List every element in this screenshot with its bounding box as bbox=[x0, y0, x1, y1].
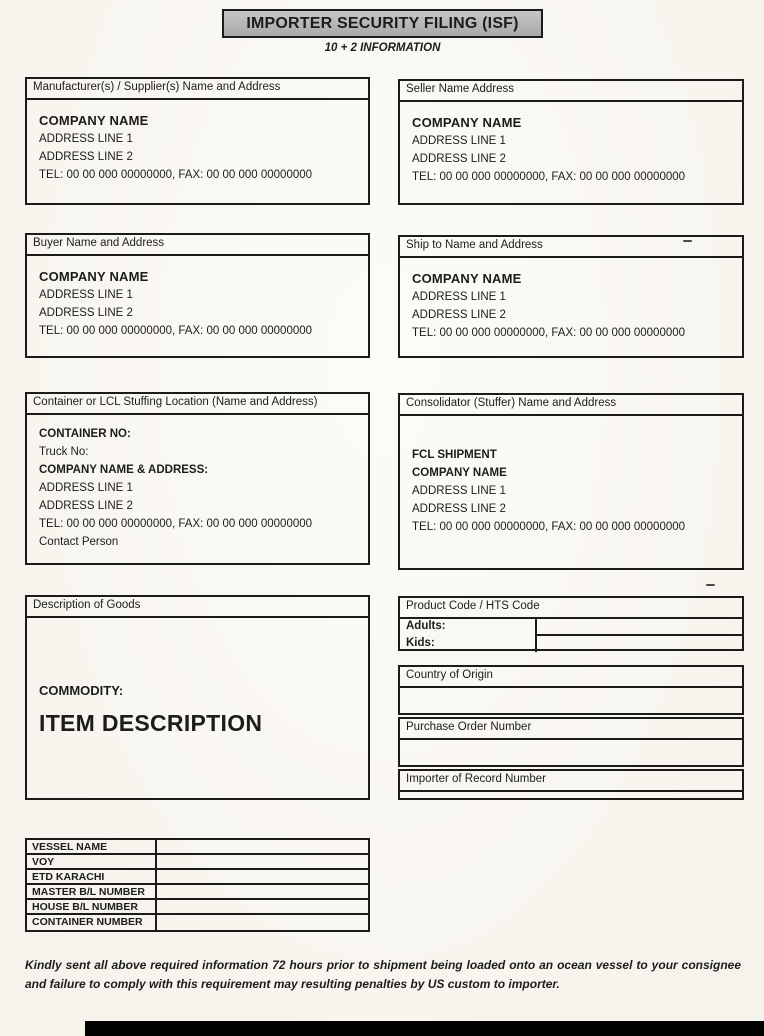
container-number-value bbox=[157, 915, 368, 930]
manufacturer-tel-fax: TEL: 00 00 000 00000000, FAX: 00 00 000 00000000 bbox=[39, 169, 313, 181]
footer-instruction-note: Kindly sent all above required information 72 hours prior to shipment being loaded onto an ocean vessel to your consignee and failure to comply with this requirement may resulting penalties by US custom to importer. bbox=[25, 958, 741, 991]
consolidator-shipment-type: FCL SHIPMENT bbox=[412, 449, 497, 461]
section-stuffing-location-content bbox=[27, 415, 368, 551]
etd-karachi-label: ETD KARACHI bbox=[27, 870, 157, 883]
section-ship-to-content bbox=[400, 258, 742, 342]
section-description-of-goods-label: Description of Goods bbox=[27, 597, 368, 618]
section-description-of-goods-content bbox=[27, 618, 368, 736]
stuffing-company-name: COMPANY NAME & ADDRESS: bbox=[39, 464, 209, 476]
hts-kids-value bbox=[537, 636, 742, 653]
section-ship-to bbox=[398, 235, 744, 358]
stuffing-tel-fax: TEL: 00 00 000 00000000, FAX: 00 00 000 00000000 bbox=[39, 518, 313, 530]
table-row bbox=[27, 855, 368, 870]
section-buyer bbox=[25, 233, 370, 358]
table-row bbox=[27, 885, 368, 900]
document-subtitle: 10 + 2 INFORMATION bbox=[324, 42, 441, 54]
section-importer-of-record-label: Importer of Record Number bbox=[400, 771, 742, 792]
consolidator-company-name: COMPANY NAME bbox=[412, 467, 507, 479]
stuffing-contact-person: Contact Person bbox=[39, 536, 119, 548]
section-country-of-origin-label: Country of Origin bbox=[400, 667, 742, 688]
section-seller bbox=[398, 79, 744, 205]
master-bl-number-value bbox=[157, 885, 368, 898]
hts-row-kids bbox=[400, 636, 742, 653]
ship-to-company-name: COMPANY NAME bbox=[412, 271, 522, 286]
ship-to-address-line-1: ADDRESS LINE 1 bbox=[412, 291, 506, 303]
scan-artifact bbox=[706, 584, 715, 586]
table-row bbox=[27, 870, 368, 885]
manufacturer-address-line-2: ADDRESS LINE 2 bbox=[39, 151, 133, 163]
section-manufacturer-label: Manufacturer(s) / Supplier(s) Name and Address bbox=[27, 79, 368, 100]
section-seller-label: Seller Name Address bbox=[400, 81, 742, 102]
table-row bbox=[27, 900, 368, 915]
goods-commodity-label: COMMODITY: bbox=[39, 683, 124, 698]
goods-item-description: ITEM DESCRIPTION bbox=[39, 710, 263, 736]
hts-adults-label: Adults: bbox=[400, 619, 537, 636]
stuffing-container-no: CONTAINER NO: bbox=[39, 428, 131, 440]
section-manufacturer bbox=[25, 77, 370, 205]
consolidator-tel-fax: TEL: 00 00 000 00000000, FAX: 00 00 000 00000000 bbox=[412, 521, 686, 533]
table-row bbox=[27, 840, 368, 855]
section-purchase-order-label: Purchase Order Number bbox=[400, 719, 742, 740]
ship-to-tel-fax: TEL: 00 00 000 00000000, FAX: 00 00 000 00000000 bbox=[412, 327, 686, 339]
section-consolidator bbox=[398, 393, 744, 570]
hts-adults-value bbox=[537, 619, 742, 636]
purchase-order-value bbox=[400, 740, 742, 742]
consolidator-address-line-1: ADDRESS LINE 1 bbox=[412, 485, 506, 497]
stuffing-address-line-1: ADDRESS LINE 1 bbox=[39, 482, 133, 494]
house-bl-number-value bbox=[157, 900, 368, 913]
seller-company-name: COMPANY NAME bbox=[412, 115, 522, 130]
bottom-scan-bar bbox=[85, 1021, 764, 1036]
buyer-address-line-2: ADDRESS LINE 2 bbox=[39, 307, 133, 319]
section-consolidator-label: Consolidator (Stuffer) Name and Address bbox=[400, 395, 742, 416]
section-hts-code bbox=[398, 596, 744, 651]
voy-label: VOY bbox=[27, 855, 157, 868]
seller-address-line-1: ADDRESS LINE 1 bbox=[412, 135, 506, 147]
scan-artifact bbox=[683, 240, 692, 242]
section-importer-of-record bbox=[398, 769, 744, 800]
section-country-of-origin bbox=[398, 665, 744, 715]
country-of-origin-value bbox=[400, 688, 742, 690]
section-stuffing-location-label: Container or LCL Stuffing Location (Name and Address) bbox=[27, 394, 368, 415]
section-ship-to-label: Ship to Name and Address bbox=[400, 237, 742, 258]
section-hts-code-label: Product Code / HTS Code bbox=[400, 598, 742, 619]
stuffing-address-line-2: ADDRESS LINE 2 bbox=[39, 500, 133, 512]
buyer-tel-fax: TEL: 00 00 000 00000000, FAX: 00 00 000 00000000 bbox=[39, 325, 313, 337]
vessel-name-value bbox=[157, 840, 368, 853]
section-description-of-goods bbox=[25, 595, 370, 800]
stuffing-truck-no: Truck No: bbox=[39, 446, 89, 458]
section-consolidator-content bbox=[400, 416, 742, 536]
ship-to-address-line-2: ADDRESS LINE 2 bbox=[412, 309, 506, 321]
section-stuffing-location bbox=[25, 392, 370, 565]
manufacturer-company-name: COMPANY NAME bbox=[39, 113, 149, 128]
buyer-address-line-1: ADDRESS LINE 1 bbox=[39, 289, 133, 301]
vessel-info-table bbox=[25, 838, 370, 932]
consolidator-address-line-2: ADDRESS LINE 2 bbox=[412, 503, 506, 515]
hts-row-adults bbox=[400, 619, 742, 636]
master-bl-number-label: MASTER B/L NUMBER bbox=[27, 885, 157, 898]
seller-address-line-2: ADDRESS LINE 2 bbox=[412, 153, 506, 165]
etd-karachi-value bbox=[157, 870, 368, 883]
section-manufacturer-content bbox=[27, 100, 368, 184]
seller-tel-fax: TEL: 00 00 000 00000000, FAX: 00 00 000 00000000 bbox=[412, 171, 686, 183]
vessel-name-label: VESSEL NAME bbox=[27, 840, 157, 853]
manufacturer-address-line-1: ADDRESS LINE 1 bbox=[39, 133, 133, 145]
document-title: IMPORTER SECURITY FILING (ISF) bbox=[246, 14, 519, 32]
hts-kids-label: Kids: bbox=[400, 636, 537, 653]
table-row bbox=[27, 915, 368, 930]
container-number-label: CONTAINER NUMBER bbox=[27, 915, 157, 930]
section-seller-content bbox=[400, 102, 742, 186]
document-title-box bbox=[222, 9, 543, 38]
section-buyer-content bbox=[27, 256, 368, 340]
house-bl-number-label: HOUSE B/L NUMBER bbox=[27, 900, 157, 913]
section-purchase-order bbox=[398, 717, 744, 767]
section-buyer-label: Buyer Name and Address bbox=[27, 235, 368, 256]
buyer-company-name: COMPANY NAME bbox=[39, 269, 149, 284]
voy-value bbox=[157, 855, 368, 868]
